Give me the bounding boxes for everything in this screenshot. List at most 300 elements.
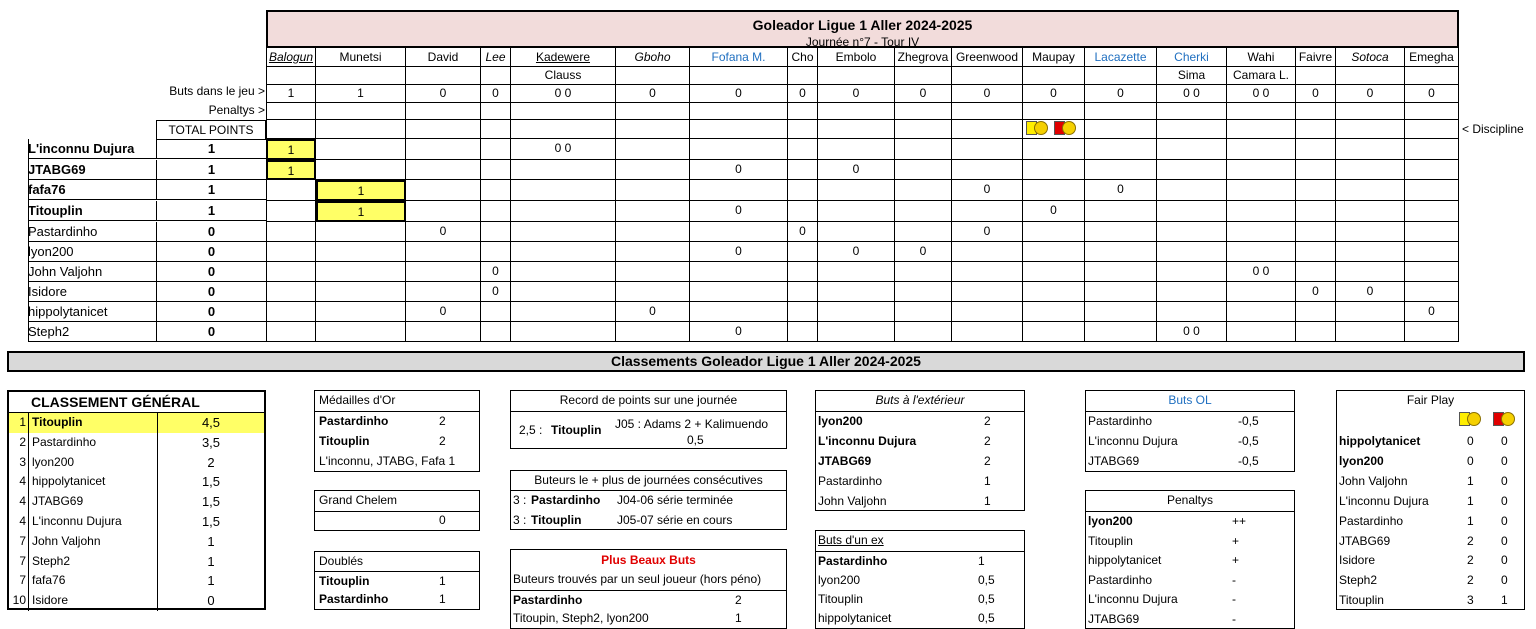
- pick-cell: [406, 139, 481, 160]
- pick-cell: [895, 302, 952, 322]
- player-column-name: Sotoca: [1336, 48, 1405, 67]
- pick-cell: [616, 222, 690, 242]
- classement-name: hippolytanicet: [32, 474, 106, 489]
- pick-cell: [690, 302, 788, 322]
- player-buts-cell: 1: [316, 85, 406, 103]
- pick-cell: [511, 180, 616, 201]
- player-column-name: Faivre: [1296, 48, 1336, 67]
- pick-cell: [1227, 160, 1296, 180]
- player-buts-cell: 0: [690, 85, 788, 103]
- player-column-sub: [818, 67, 895, 85]
- pick-cell: [1157, 160, 1227, 180]
- player-discipline-cell: [616, 120, 690, 139]
- player-discipline-cell: [511, 120, 616, 139]
- pick-cell: [788, 242, 818, 262]
- pick-cell: [1336, 302, 1405, 322]
- penaltys-name: Pastardinho: [1088, 572, 1153, 587]
- pick-cell: 0: [690, 322, 788, 342]
- pick-cell: [895, 201, 952, 222]
- pick-cell: [616, 139, 690, 160]
- participant-name: Titouplin: [28, 201, 156, 221]
- pick-cell: 0 0: [511, 139, 616, 160]
- doubles-name: Pastardinho: [319, 592, 389, 606]
- pick-cell: [616, 262, 690, 282]
- classement-name: fafa76: [32, 573, 66, 588]
- player-discipline-cell: [952, 120, 1023, 139]
- penaltys-name: Titouplin: [1088, 533, 1133, 548]
- penaltys-name: hippolytanicet: [1088, 553, 1162, 568]
- fairplay-yellow: 2: [1467, 533, 1474, 548]
- player-penalty-cell: [1296, 103, 1336, 120]
- ol-val: -0,5: [1238, 414, 1259, 428]
- fairplay-yellow: 0: [1467, 434, 1474, 448]
- classement-name: L'inconnu Dujura: [32, 514, 122, 528]
- ol-val: -0,5: [1238, 454, 1259, 468]
- player-buts-cell: 0 0: [1157, 85, 1227, 103]
- player-penalty-cell: [818, 103, 895, 120]
- player-penalty-cell: [1405, 103, 1459, 120]
- record-box: [510, 390, 787, 449]
- pick-cell: [788, 180, 818, 201]
- beaux-name: Pastardinho: [513, 593, 583, 607]
- pick-cell: [1296, 242, 1336, 262]
- fairplay-yellow: 1: [1467, 513, 1474, 528]
- participant-total: 0: [156, 242, 266, 262]
- player-column-name: Kadewere: [511, 48, 616, 67]
- pick-cell: [481, 242, 511, 262]
- pick-cell: [1296, 302, 1336, 322]
- pick-cell: [1227, 139, 1296, 160]
- classement-points: 1: [157, 532, 264, 552]
- smiley-icon: [1467, 412, 1481, 426]
- player-buts-cell: 0: [788, 85, 818, 103]
- pick-cell: [406, 180, 481, 201]
- participant-name: Isidore: [28, 282, 156, 302]
- pick-cell: [1085, 322, 1157, 342]
- player-column-sub: [690, 67, 788, 85]
- pick-cell: [616, 242, 690, 262]
- ex-name: Titouplin: [818, 592, 863, 606]
- penaltys-val: +: [1232, 553, 1240, 568]
- pick-cell: [1336, 201, 1405, 222]
- player-column-sub: [616, 67, 690, 85]
- player-discipline-cell: [1157, 120, 1227, 139]
- pick-cell: [895, 139, 952, 160]
- player-discipline-cell: [818, 120, 895, 139]
- participant-total: 1: [156, 139, 266, 159]
- medaille-val: 2: [439, 414, 446, 428]
- player-column-name: Lacazette: [1085, 48, 1157, 67]
- ex-val: 0,5: [978, 573, 995, 587]
- pick-cell: [952, 160, 1023, 180]
- record-title: Record de points sur une journée: [559, 393, 738, 407]
- pick-cell: [1085, 282, 1157, 302]
- medailles-footer: L'inconnu, JTABG, Fafa 1: [319, 454, 456, 468]
- pick-cell: [1296, 160, 1336, 180]
- pick-cell: [266, 282, 316, 302]
- player-penalty-cell: [690, 103, 788, 120]
- pick-cell: [481, 201, 511, 222]
- pick-cell: [818, 201, 895, 222]
- player-column-name: Wahi: [1227, 48, 1296, 67]
- pick-cell: [1157, 262, 1227, 282]
- player-column-name: Gboho: [616, 48, 690, 67]
- player-penalty-cell: [1023, 103, 1085, 120]
- player-penalty-cell: [316, 103, 406, 120]
- sheet-subtitle: Journée n°7 - Tour IV: [805, 35, 920, 49]
- record-name: Titouplin: [551, 423, 602, 437]
- pick-cell: [1085, 201, 1157, 222]
- pick-cell: [266, 201, 316, 222]
- pick-cell: [481, 139, 511, 160]
- pick-cell: [316, 160, 406, 180]
- classement-points: 1,5: [157, 472, 264, 492]
- player-column-sub: [1296, 67, 1336, 85]
- penaltys-name: lyon200: [1088, 514, 1133, 528]
- pick-cell: [316, 302, 406, 322]
- beaux-val: 1: [735, 611, 742, 625]
- player-column-sub: [1336, 67, 1405, 85]
- doubles-box: [314, 551, 480, 610]
- participant-name: Steph2: [28, 322, 156, 342]
- fairplay-yellow: 2: [1467, 553, 1474, 568]
- pick-cell: [616, 322, 690, 342]
- player-buts-cell: 1: [266, 85, 316, 103]
- exterieur-val: 1: [984, 494, 991, 508]
- smiley-icon: [1062, 121, 1076, 135]
- beaux-subtitle: Buteurs trouvés par un seul joueur (hors péno): [513, 572, 762, 586]
- participant-name: lyon200: [28, 242, 156, 262]
- exterieur-name: JTABG69: [818, 454, 872, 468]
- pick-cell: [266, 262, 316, 282]
- pick-cell: [511, 201, 616, 222]
- pick-cell: [818, 139, 895, 160]
- pick-cell: [1157, 201, 1227, 222]
- doubles-title: Doublés: [319, 554, 364, 568]
- classement-general: [7, 390, 266, 610]
- ex-val: 0,5: [978, 611, 995, 625]
- pick-cell: [511, 282, 616, 302]
- pick-cell: [1296, 139, 1336, 160]
- player-buts-cell: 0: [406, 85, 481, 103]
- medailles-title: Médailles d'Or: [319, 393, 396, 407]
- fairplay-name: John Valjohn: [1339, 473, 1408, 488]
- fairplay-yellow: 1: [1467, 473, 1474, 488]
- exterieur-name: Pastardinho: [818, 474, 883, 488]
- pick-cell: [266, 242, 316, 262]
- pick-cell: [511, 222, 616, 242]
- pick-cell: 0: [406, 302, 481, 322]
- medaille-name: Pastardinho: [319, 414, 389, 428]
- fairplay-red: 1: [1501, 593, 1508, 608]
- player-buts-cell: 0: [1296, 85, 1336, 103]
- pick-cell: 1: [266, 160, 316, 180]
- player-buts-cell: 0: [818, 85, 895, 103]
- player-column-sub: [788, 67, 818, 85]
- player-column-sub: [406, 67, 481, 85]
- pick-cell: [895, 180, 952, 201]
- exterieur-box: [815, 390, 1025, 511]
- series-name: Titouplin: [531, 513, 582, 527]
- participant-name: hippolytanicet: [28, 302, 156, 322]
- fairplay-yellow: 0: [1467, 453, 1474, 468]
- ex-val: 1: [978, 554, 985, 568]
- beaux-title: Plus Beaux Buts: [601, 553, 696, 567]
- pick-cell: [1085, 262, 1157, 282]
- participant-name: John Valjohn: [28, 262, 156, 282]
- pick-cell: [1023, 322, 1085, 342]
- pick-cell: [1336, 222, 1405, 242]
- pick-cell: [1085, 242, 1157, 262]
- ol-name: Pastardinho: [1088, 414, 1153, 428]
- chelem-val: 0: [439, 513, 446, 527]
- classement-points: 2: [157, 453, 264, 473]
- classement-row: [9, 591, 264, 611]
- classement-row: [9, 453, 264, 473]
- classements-banner: Classements Goleador Ligue 1 Aller 2024-2025: [7, 351, 1525, 372]
- ex-box: [815, 530, 1025, 629]
- pick-cell: [952, 201, 1023, 222]
- pick-cell: [316, 242, 406, 262]
- penaltys-title: Penaltys: [1166, 493, 1214, 507]
- penaltys-val: ++: [1232, 514, 1247, 528]
- player-column-name: Zhegrova: [895, 48, 952, 67]
- classement-name: Steph2: [32, 553, 71, 568]
- classement-row: [9, 571, 264, 591]
- classement-rank: 2: [9, 433, 29, 453]
- grid-left-border: [28, 139, 29, 342]
- pick-cell: [511, 242, 616, 262]
- classement-rank: 7: [9, 532, 29, 552]
- player-discipline-cell: [788, 120, 818, 139]
- pick-cell: [952, 302, 1023, 322]
- player-buts-cell: 0: [895, 85, 952, 103]
- pick-cell: [1405, 180, 1459, 201]
- pick-cell: 0: [1336, 282, 1405, 302]
- pick-cell: [1405, 139, 1459, 160]
- pick-cell: [895, 160, 952, 180]
- penaltys-val: -: [1232, 572, 1236, 587]
- series-n: 3 :: [513, 513, 527, 527]
- medaille-val: 2: [439, 434, 446, 448]
- ex-val: 0,5: [978, 592, 995, 606]
- pick-cell: [788, 201, 818, 222]
- smiley-icon: [1034, 121, 1048, 135]
- player-penalty-cell: [788, 103, 818, 120]
- pick-cell: [1336, 180, 1405, 201]
- classement-points: 3,5: [157, 433, 264, 453]
- pick-cell: 1: [316, 201, 406, 222]
- pick-cell: [895, 282, 952, 302]
- pick-cell: [818, 180, 895, 201]
- player-column-name: Balogun: [266, 48, 316, 67]
- pick-cell: [1296, 180, 1336, 201]
- pick-cell: [316, 282, 406, 302]
- classement-points: 1: [157, 571, 264, 591]
- classement-row: [9, 552, 264, 572]
- pick-cell: [895, 322, 952, 342]
- player-penalty-cell: [1336, 103, 1405, 120]
- pick-cell: [1296, 222, 1336, 242]
- penaltys-val: -: [1232, 592, 1236, 607]
- pick-cell: [788, 262, 818, 282]
- pick-cell: [788, 322, 818, 342]
- classement-points: 0: [157, 591, 264, 611]
- series-name: Pastardinho: [531, 493, 601, 507]
- pick-cell: 0: [818, 242, 895, 262]
- player-buts-cell: 0: [1023, 85, 1085, 103]
- label-penaltys: Penaltys >: [208, 103, 265, 117]
- ol-title: Buts OL: [1168, 393, 1212, 407]
- pick-cell: [1227, 242, 1296, 262]
- exterieur-val: 2: [984, 414, 991, 428]
- player-buts-cell: 0: [616, 85, 690, 103]
- fairplay-name: L'inconnu Dujura: [1339, 493, 1429, 508]
- player-buts-cell: 0: [952, 85, 1023, 103]
- player-column-sub: [952, 67, 1023, 85]
- pick-cell: 0: [1405, 302, 1459, 322]
- player-penalty-cell: [481, 103, 511, 120]
- exterieur-name: lyon200: [818, 414, 863, 428]
- pick-cell: [690, 282, 788, 302]
- fairplay-yellow: 3: [1467, 593, 1474, 608]
- sheet-title: Goleador Ligue 1 Aller 2024-2025: [752, 17, 973, 33]
- player-discipline-cell: [406, 120, 481, 139]
- participant-name: fafa76: [28, 180, 156, 200]
- pick-cell: [1085, 160, 1157, 180]
- beaux-name: Titoupin, Steph2, lyon200: [513, 611, 649, 625]
- sheet-header: [266, 10, 1459, 48]
- player-column-name: Fofana M.: [690, 48, 788, 67]
- chelem-box: [314, 490, 480, 531]
- pick-cell: 0 0: [1157, 322, 1227, 342]
- pick-cell: [1296, 262, 1336, 282]
- ex-title: Buts d'un ex: [818, 533, 884, 547]
- classement-row: [9, 433, 264, 453]
- pick-cell: [1023, 222, 1085, 242]
- ex-name: lyon200: [818, 573, 861, 587]
- pick-cell: 0: [1296, 282, 1336, 302]
- classement-rank: 4: [9, 512, 29, 532]
- participant-total: 0: [156, 302, 266, 322]
- player-penalty-cell: [511, 103, 616, 120]
- exterieur-title: Buts à l'extérieur: [875, 393, 965, 407]
- pick-cell: [1023, 302, 1085, 322]
- pick-cell: [1296, 322, 1336, 342]
- pick-cell: [1405, 282, 1459, 302]
- chelem-title: Grand Chelem: [319, 493, 398, 507]
- classement-rank: 7: [9, 571, 29, 591]
- player-discipline-cell: [481, 120, 511, 139]
- fairplay-name: JTABG69: [1339, 533, 1391, 548]
- player-discipline-cell: [690, 120, 788, 139]
- player-buts-cell: 0: [1336, 85, 1405, 103]
- pick-cell: 1: [316, 180, 406, 201]
- pick-cell: [1336, 160, 1405, 180]
- fairplay-title: Fair Play: [1406, 393, 1455, 407]
- pick-cell: [511, 160, 616, 180]
- fairplay-red: 0: [1501, 493, 1508, 508]
- pick-cell: 0: [690, 242, 788, 262]
- pick-cell: [1336, 139, 1405, 160]
- pick-cell: [406, 262, 481, 282]
- pick-cell: [316, 222, 406, 242]
- classement-points: 1,5: [157, 512, 264, 532]
- player-penalty-cell: [616, 103, 690, 120]
- medaille-name: Titouplin: [319, 434, 370, 448]
- penaltys-name: JTABG69: [1088, 612, 1140, 626]
- record-detail: J05 : Adams 2 + Kalimuendo: [615, 417, 769, 431]
- pick-cell: [818, 302, 895, 322]
- series-detail: J05-07 série en cours: [617, 513, 733, 527]
- ol-box: [1085, 390, 1295, 472]
- fairplay-name: Titouplin: [1339, 593, 1384, 608]
- participant-total: 0: [156, 222, 266, 242]
- classement-row: [9, 492, 264, 512]
- pick-cell: [1405, 322, 1459, 342]
- pick-cell: [1085, 222, 1157, 242]
- pick-cell: [818, 322, 895, 342]
- player-discipline-cell: [1405, 120, 1459, 139]
- pick-cell: [690, 180, 788, 201]
- pick-cell: [788, 139, 818, 160]
- classement-title: CLASSEMENT GÉNÉRAL: [31, 394, 200, 410]
- player-penalty-cell: [952, 103, 1023, 120]
- fairplay-name: lyon200: [1339, 453, 1384, 468]
- medailles-box: [314, 390, 480, 472]
- pick-cell: [316, 262, 406, 282]
- classement-points: 1: [157, 552, 264, 572]
- pick-cell: [1157, 242, 1227, 262]
- fairplay-red: 0: [1501, 453, 1508, 468]
- classement-points: 1,5: [157, 492, 264, 512]
- fairplay-yellow: 1: [1467, 493, 1474, 508]
- participant-total: 0: [156, 282, 266, 302]
- pick-cell: [481, 302, 511, 322]
- doubles-name: Titouplin: [319, 574, 370, 588]
- pick-cell: 0: [690, 201, 788, 222]
- pick-cell: 1: [266, 139, 316, 160]
- penaltys-box: [1085, 490, 1295, 629]
- doubles-val: 1: [439, 574, 446, 588]
- pick-cell: [952, 242, 1023, 262]
- pick-cell: [266, 322, 316, 342]
- pick-cell: [511, 262, 616, 282]
- player-column-name: Maupay: [1023, 48, 1085, 67]
- pick-cell: [952, 282, 1023, 302]
- pick-cell: [1405, 222, 1459, 242]
- fairplay-red: 0: [1501, 573, 1508, 588]
- fairplay-red: 0: [1501, 553, 1508, 568]
- pick-cell: [1157, 222, 1227, 242]
- fairplay-red: 0: [1501, 473, 1508, 488]
- pick-cell: [1085, 139, 1157, 160]
- fairplay-name: hippolytanicet: [1339, 434, 1421, 448]
- series-n: 3 :: [513, 493, 527, 507]
- pick-cell: [690, 262, 788, 282]
- participant-total: 1: [156, 201, 266, 221]
- player-penalty-cell: [266, 103, 316, 120]
- label-discipline: < Discipline: [1462, 122, 1524, 136]
- pick-cell: 0: [481, 282, 511, 302]
- classement-rank: 7: [9, 552, 29, 572]
- player-penalty-cell: [1157, 103, 1227, 120]
- pick-cell: 0: [616, 302, 690, 322]
- pick-cell: [1023, 282, 1085, 302]
- pick-cell: [1296, 201, 1336, 222]
- player-column-sub: [266, 67, 316, 85]
- pick-cell: [406, 322, 481, 342]
